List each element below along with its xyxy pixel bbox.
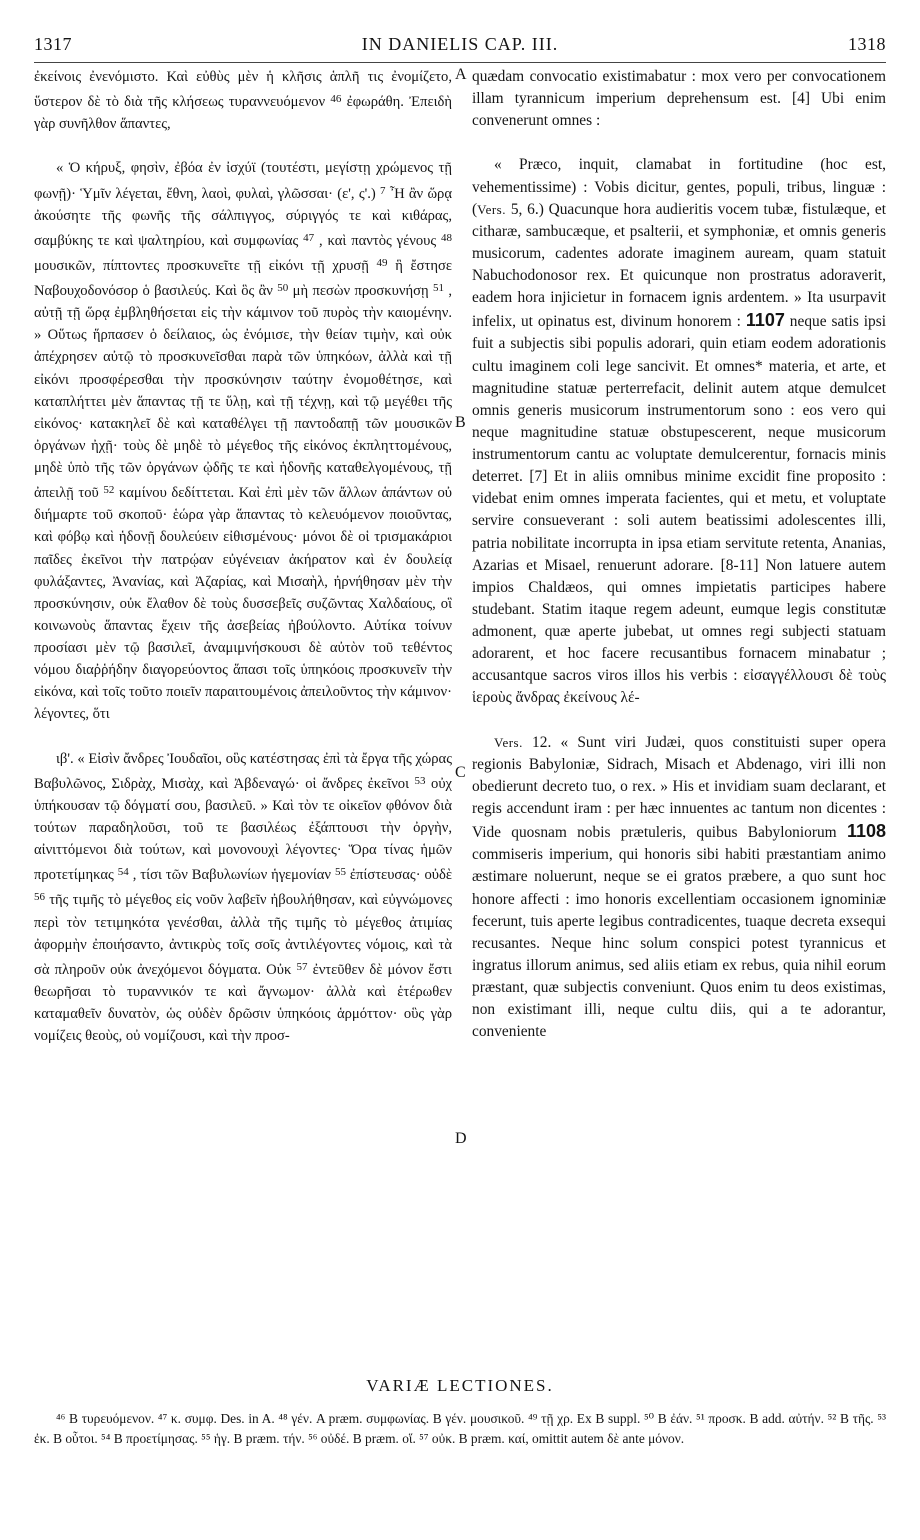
variae-text: ⁴⁶ B τυρευόμενον. ⁴⁷ κ. συμφ. Des. in A. ⁴⁸ γέν. A præm. συμφωνίας. B γέν. μουσικοῦ. ⁴⁹ τῇ χρ. Ex B suppl. ⁵⁰ B ἐάν. ⁵¹ προσκ. B add. αὐτήν. ⁵² B τῆς. ⁵³ ἐκ. B οὗτοι. ⁵⁴ B προετίμησας. ⁵⁵ ἡγ. B præm. τήν. ⁵⁶ οὐδέ. B præm. οἵ. ⁵⁷ οὐκ. B præm. καί, omittit autem δὲ ante μόνον. xyxy=(34,1411,886,1446)
footnote-ref: 52 xyxy=(103,484,115,497)
spacer xyxy=(472,132,886,154)
greek-continuation: εἰσαγγέλλουσι δὲ τοὺς ἱεροὺς ἄνδρας ἐκείνους λέ- xyxy=(472,667,886,707)
spacer xyxy=(34,135,452,157)
variae-lectiones-title: VARIÆ LECTIONES. xyxy=(366,1376,554,1395)
greek-paragraph: ἐκείνοις ἐνενόμιστο. Καὶ εὐθὺς μὲν ἡ κλῆσις ἁπλῆ τις ἐνομίζετο, ὕστερον δὲ τὸ διὰ τῆς κλήσεως τυραννευόμενον $^{46}$ ἐφωράθη. Ἐπειδὴ γὰρ συνῆλθον ἅπαντες, xyxy=(34,69,453,133)
spacer xyxy=(34,726,452,748)
footnote-ref: 55 xyxy=(334,866,346,879)
latin-paragraph: quædam convocatio existimabatur : mox vero per convocationem illam tyrannicum imperium deprehensum est. [4] Ubi enim convenerunt omnes : xyxy=(472,68,886,130)
latin-paragraph: Vers. 12. « Sunt viri Judæi, quos constituisti super opera regionis Babyloniæ, Sidrach, Misach et Abdenago, viri illi non obedierunt decreto tuo, o rex. » His et invidiam suam declarant, et regis accendunt iram : per hæc innuentes ac tantum non dicentes : Vide quosnam nobis prætuleris, quibus Babyloniorum 1108 commiseris imperium, qui honoris sibi habiti præstantiam animo æstimare noluerunt, neque se ei gratos præbere, a quo sunt hoc honore affecti : imo honoris excellentiam occasionem ignominiæ fecerunt, tuis aperte legibus contradicentes, tuaque decreta exsequi recusantes. Neque hinc solum conspici potest tyrannicus et ingratus illorum animus, sed aliis etiam ex rebus, quia nihil eorum præstant, quæ subjectis conveniunt. Quos enim tu deos existimas, non existimant illi, neque cultu diis, qui a te adorantur, conveniente xyxy=(472,733,886,1041)
footnote-ref: 57 xyxy=(296,960,308,973)
footnote-ref: 47 xyxy=(303,231,315,244)
latin-column xyxy=(472,66,886,1043)
section-marker-b: B xyxy=(455,414,466,431)
verse-label: Vers. xyxy=(477,201,506,217)
column-number: 1108 xyxy=(846,821,886,842)
footnote-ref: 56 xyxy=(34,891,45,904)
section-marker-d: D xyxy=(455,1130,467,1147)
section-marker-a: A xyxy=(455,66,467,83)
greek-paragraph: ιβ'. « Εἰσὶν ἄνδρες Ἰουδαῖοι, οὓς κατέστησας ἐπὶ τὰ ἔργα τῆς χώρας Βαβυλῶνος, Σιδρὰχ, Μισὰχ, καὶ Ἀβδεναγώ· οἱ ἄνδρες ἐκεῖνοι $^{53}$ οὐχ ὑπήκουσαν τῷ δόγματί σου, βασιλεῦ. » Καὶ τὸν τε οἰκεῖον φθόνον διὰ τούτων παραδηλοῦσι, τοῦ τε βασιλέως ἐξάπτουσι τὴν ὀργὴν, αἰνιττόμενοι διὰ τούτων, καὶ μονονουχὶ λέγοντες· Ὅρα τίνας ἡμῶν προτετίμηκας $^{54}$ , τίσι τῶν Βαβυλωνίων ἡγεμονίαν $^{55}$ ἐπίστευσας· οὐδὲ $^{56}$ τῆς τιμῆς τὸ μέγεθος εἰς νοῦν λαβεῖν ἠβουλήθησαν, καὶ εὐγνώμονες περὶ τὸν τετιμηκότα γενέσθαι, ἀλλὰ τῆς τιμῆς τὸ μέγεθος ἀτιμίας ἀφορμὴν ἐποιήσαντο, ἀντικρὺς τοῖς σοῖς ἀντιλέγοντες νόμοις, καὶ τὰ σὰ πληροῦν οὐκ ἀνεχόμενοι δόγματα. Οὐκ $^{57}$ ἐντεῦθεν δὲ μόνον ἔστι θεωρῆσαι τὸ τυραννικόν τε καὶ ἄγνωμον· ἀλλὰ καὶ ἑτέρωθεν καταμαθεῖν δυνατὸν, ὡς οὐδὲν δρῶσιν ὑπηκόοις ἁρμόττον· οὓς γὰρ νομίζεις θεοὺς, οὐ νομίζουσι, καὶ τὴν προσ- xyxy=(34,750,453,1045)
latin-paragraph: « Præco, inquit, clamabat in fortitudine (hoc est, vehementissime) : Vobis dicitur, gentes, populi, tribus, linguæ : (Vers. 5, 6.) Quacunque hora audieritis vocem tubæ, fistulæque, et citharæ, sambucæque, et psalterii, et symphoniæ, et omnis generis musicorum, cadentes adorate imaginem auream, quam statuit Nabuchodonosor rex. Et quicunque non prostratus adoraverit, eadem hora injicietur in fornacem ignis ardentem. » Ita usurpavit infelix, ut opinatus est, divinum honorem : 1107 neque satis ipsi fuit a subjectis sibi populis adorari, quin etiam eodem adorationis cultu imaginem coli lege sancivit. Et omnes* materia, et arte, et magnitudine statuæ perterrefacit, delinit autem atque demulcet omnis generis musicorum instrumentorum sono : eos vero qui neque magnitudine statuæ obstupescerent, neque musicorum instrumentorum cantu ac voluptate demulcerentur, fornacis minis deterret. [7] Et in aliis omnibus minime excidit fine proposito : videbat enim omnes imperata facientes, qui et metu, et voluptate servire consueverant : soli autem beatissimi adolescentes illi, patria nobilitate incorrupta in ipsa etiam servitute retenta, Ananias, Azarias et Misael, renuerunt adorare. [8-11] Non latuere autem impios Chaldæos, qui omnes impietatis participes habere studebant. Statim itaque regem adeunt, eumque legis constitutæ admonent, quæ aperte jubebat, ut omnes regi subjecti statuam adorarent, et hoc facere recusantibus fornacem minabatur ; accusantque sacros viros illos his verbis : εἰσαγγέλλουσι δὲ τοὺς ἱεροὺς ἄνδρας ἐκείνους λέ- xyxy=(472,156,886,707)
running-title: IN DANIELIS CAP. III. xyxy=(361,34,559,54)
header-rule xyxy=(34,62,886,63)
spacer xyxy=(472,710,886,732)
footnote-ref: 51 xyxy=(432,282,444,295)
margin-ref: 7 xyxy=(380,184,386,197)
footnote-ref: 46 xyxy=(330,93,342,106)
greek-paragraph: « Ὁ κήρυξ, φησὶν, ἐβόα ἐν ἰσχύϊ (τουτέστι, μεγίστῃ χρώμενος τῇ φωνῇ)· Ὑμῖν λέγεται, ἔθνη, λαοὶ, φυλαὶ, γλῶσσαι· (ε', ς'.) $^7$ Ἦ ἂν ὥρᾳ ἀκούσητε τῆς φωνῆς τῆς σάλπιγγος, σύριγγός τε καὶ κιθάρας, σαμβύκης τε καὶ ψαλτηρίου, καὶ συμφωνίας $^{47}$ , καὶ παντὸς γένους $^{48}$ μουσικῶν, πίπτοντες προσκυνεῖτε τῇ εἰκόνι τῇ χρυσῇ $^{49}$ ἣ ἔστησε Ναβουχοδονόσορ ὁ βασιλεύς. Καὶ ὃς ἂν $^{50}$ μὴ πεσὼν προσκυνήσῃ $^{51}$ , αὐτῇ τῇ ὥρᾳ ἐμβληθήσεται εἰς τὴν κάμινον τοῦ πυρὸς τὴν καιομένην. » Οὕτως ἥρπασεν ὁ δείλαιος, ὡς ἐνόμισε, τὴν θείαν τιμὴν, καὶ οὐκ ἀπέχρησεν αὐτῷ τὸ προσκυνεῖσθαι παρὰ τῶν ὑπηκόων, ἀλλὰ καὶ τῇ εἰκόνι προσφέρεσθαι τὴν προσκύνησιν ταύτην ἐνομοθέτησε, καὶ καταπλήττει μὲν ἅπαντας τῇ τε ὕλῃ, καὶ τῇ τέχνῃ, καὶ τῷ μεγέθει τῆς εἰκόνος· κατακηλεῖ δὲ καὶ καταθέλγει τῇ παντοδαπῇ τῶν μουσικῶν ὀργάνων ἠχῇ· τοὺς δὲ μηδὲ τὸ μέγεθος τῆς εἰκόνος ἐκπληττομένους, μηδὲ ὑπὸ τῆς τῶν ὀργάνων ᾠδῆς τε καὶ ἡδονῆς καταθελγομένους, τῇ ἀπειλῇ τοῦ $^{52}$ καμίνου δεδίττεται. Καὶ ἐπὶ μὲν τῶν ἄλλων ἁπάντων οὐ διήμαρτε τοῦ σκοποῦ· ἑώρα γὰρ ἅπαντας τὸ κελευόμενον ποιοῦντας, καὶ φόβῳ καὶ ἡδονῇ δουλεύειν εἰθισμένους· μόνοι δὲ οἱ τρισμακάριοι παῖδες ἐκεῖνοι τὴν πατρῴαν εὐγένειαν ἀκήρατον καὶ ἐν δουλείᾳ φυλάξαντες, Ἀνανίας, καὶ Ἀζαρίας, καὶ Μισαὴλ, ἠρνήθησαν μὲν τὴν προσκύνησιν, οὐκ ἔλαθον δὲ τοὺς δυσσεβεῖς συζῶντας Χαλδαίους, οἳ κοινωνοὺς ἅπαντας ἔχειν τῆς ἀσεβείας ἠβούλοντο. Αὐτίκα τοίνυν προσίασι μὲν τῷ βασιλεῖ, ἀναμιμνήσκουσι δὲ αὐτὸν τοῦ τεθέντος νόμου διαῤῥήδην διαγορεύοντος ἅπασι τοῖς ὑπηκόοις προσκυνεῖν τὴν εἰκόνα, καὶ τοῖς τοῦτο ποιεῖν παραιτουμένοις ἀπειλοῦντος τὴν κάμινον· λέγοντες, ὅτι xyxy=(34,160,453,723)
column-number: 1107 xyxy=(745,310,785,331)
footnote-ref: 50 xyxy=(277,282,289,295)
page-header xyxy=(34,34,886,60)
left-page-number: 1317 xyxy=(34,34,72,54)
variae-lectiones xyxy=(34,1409,886,1448)
footnote-ref: 48 xyxy=(441,231,452,244)
footnote-ref: 54 xyxy=(117,866,129,879)
footnote-ref: 53 xyxy=(414,774,426,787)
greek-column xyxy=(34,66,452,1047)
right-page-number: 1318 xyxy=(848,34,886,54)
verse-label: Vers. xyxy=(494,734,523,750)
section-marker-c: C xyxy=(455,764,466,781)
footnote-ref: 49 xyxy=(376,256,388,269)
